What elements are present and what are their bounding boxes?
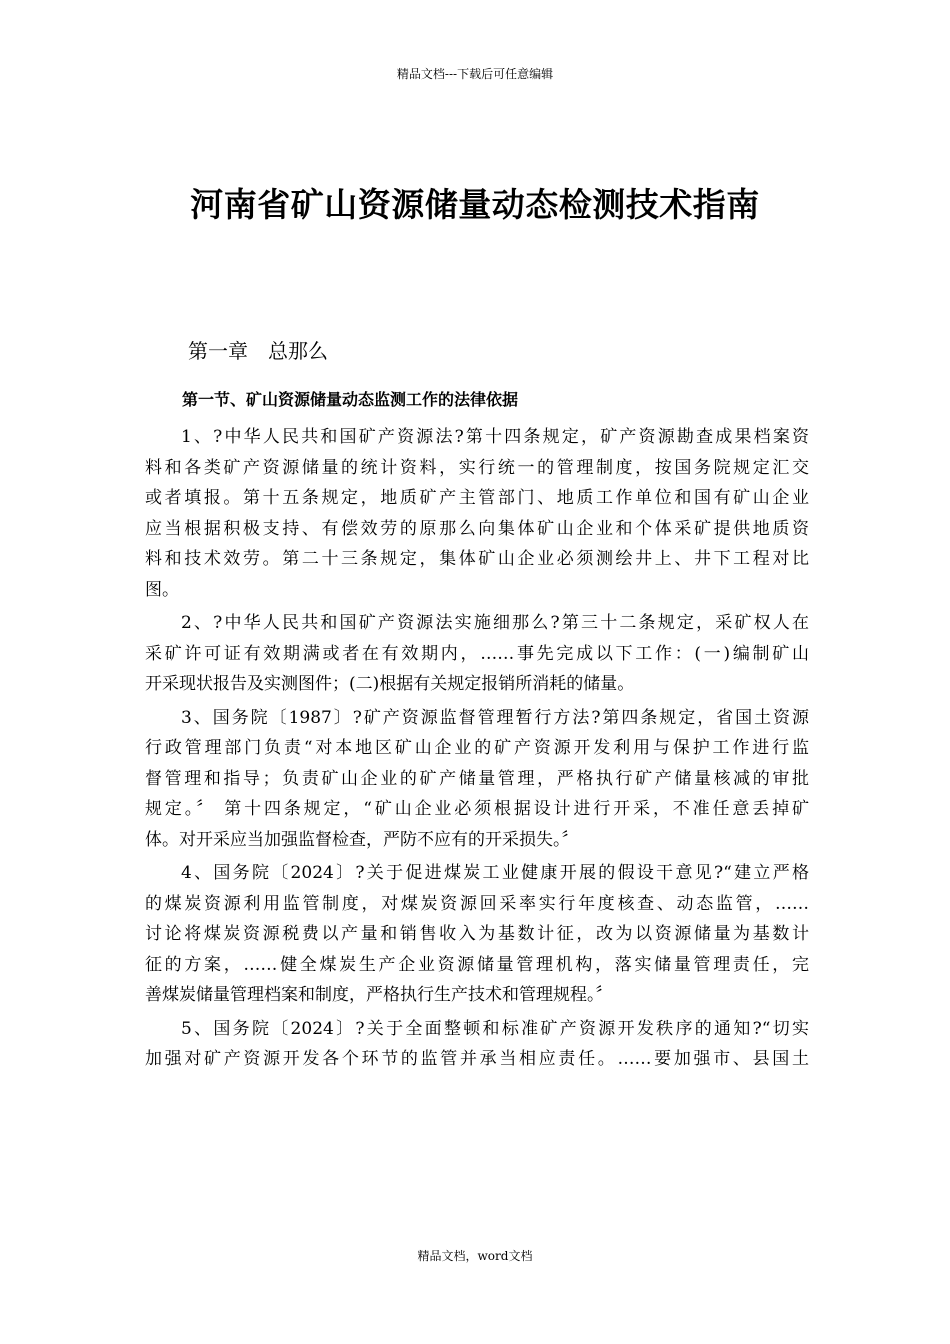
text-line: 征的方案，……健全煤炭生产企业资源储量管理机构，落实储量管理责任，完: [145, 954, 809, 975]
text-line: 开采现状报告及实测图件；(二)根据有关规定报销所消耗的储量。: [145, 674, 635, 694]
paragraph: [145, 422, 809, 605]
text-line: 规定。〞 第十四条规定，“矿山企业必须根据设计进行开采，不准任意丢掉矿: [145, 799, 809, 819]
text-line: 2、?中华人民共和国矿产资源法实施细那么?第三十二条规定，采矿权人在: [181, 613, 809, 633]
text-line: 4、国务院〔2024〕?关于促进煤炭工业健康开展的假设干意见?“建立严格: [181, 863, 809, 883]
paragraph: [145, 703, 809, 856]
text-line: 图。: [145, 579, 179, 600]
text-line: 料和各类矿产资源储量的统计资料，实行统一的管理制度，按国务院规定汇交: [145, 457, 809, 478]
text-line: 行政管理部门负责“对本地区矿山企业的矿产资源开发利用与保护工作进行监: [145, 738, 809, 758]
paragraph: [145, 1014, 809, 1075]
text-line: 的煤炭资源利用监管制度，对煤炭资源回采率实行年度核查、动态监管，……: [145, 893, 809, 914]
text-line: 应当根据积极支持、有偿效劳的原那么向集体矿山企业和个体采矿提供地质资: [145, 518, 809, 539]
document-body: [145, 422, 809, 1075]
text-line: 料和技术效劳。第二十三条规定，集体矿山企业必须测绘井上、井下工程对比: [145, 549, 809, 569]
text-line: 督管理和指导；负责矿山企业的矿产储量管理，严格执行矿产储量核减的审批: [145, 768, 809, 789]
text-line: 讨论将煤炭资源税费以产量和销售收入为基数计征，改为以资源储量为基数计: [145, 924, 809, 944]
paragraph: [145, 608, 809, 700]
section-heading: 第一节、矿山资源储量动态监测工作的法律依据: [182, 390, 519, 409]
text-line: 5、国务院〔2024〕?关于全面整顿和标准矿产资源开发秩序的通知?“切实: [181, 1018, 809, 1039]
text-line: 体。对开采应当加强监督检查，严防不应有的开采损失。〞: [145, 829, 579, 850]
text-line: 善煤炭储量管理档案和制度，严格执行生产技术和管理规程。〞: [145, 985, 613, 1005]
text-line: 1、?中华人民共和国矿产资源法?第十四条规定，矿产资源勘查成果档案资: [181, 427, 809, 447]
paragraph: [145, 858, 809, 1011]
text-line: 或者填报。第十五条规定，地质矿产主管部门、地质工作单位和国有矿山企业: [145, 488, 809, 508]
chapter-heading: 第一章 总那么: [188, 339, 328, 363]
document-title: 河南省矿山资源储量动态检测技术指南: [190, 185, 760, 224]
text-line: 3、国务院〔1987〕?矿产资源监督管理暂行方法?第四条规定，省国土资源: [181, 707, 809, 728]
page-footer: 精品文档，word文档: [417, 1249, 533, 1263]
text-line: 采矿许可证有效期满或者在有效期内，……事先完成以下工作：(一)编制矿山: [145, 643, 809, 664]
page-header: 精品文档---下载后可任意编辑: [396, 67, 554, 81]
text-line: 加强对矿产资源开发各个环节的监管并承当相应责任。……要加强市、县国土: [145, 1049, 809, 1069]
